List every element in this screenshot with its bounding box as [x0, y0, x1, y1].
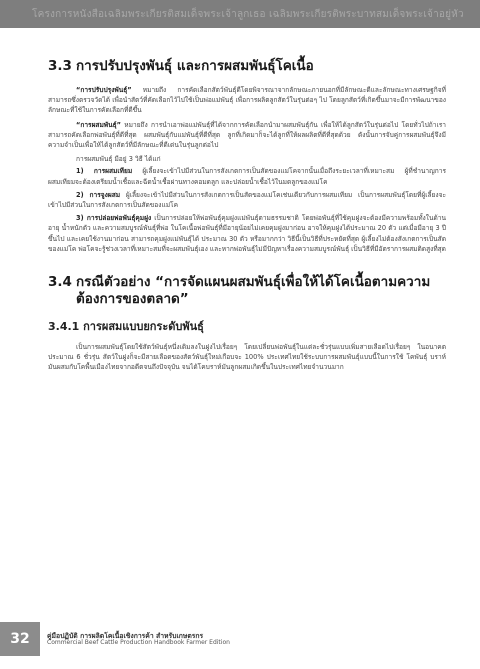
section-heading-3-4	[48, 274, 446, 308]
method-label: 3) การปล่อยพ่อพันธุ์คุมฝูง	[76, 214, 152, 223]
paragraph-text: หมายถึง การคัดเลือกสัตว์พันธุ์ดีโดยพิจารณาจากลักษณะภายนอกที่มีลักษณะดีและลักษณะทางเศรษฐกิจที่สามารถซึ่งตรวจวัดได้ เพื่อนำสัตว์ที่คัดเลือกไว้ไปใช้เป็นพ่อแม่พันธุ์ เพื่อการผลิตลูกสัตว์ในรุ่นต่อๆ ไป โดยลูกสัตว์ที่เกิดขึ้นมาจะมีการพัฒนาของลักษณะที่ใช้ในการคัดเลือกที่ดีขึ้น	[48, 86, 446, 115]
section-number: 3.4	[48, 274, 72, 291]
footer-title-en: Commercial Beef Cattle Production Handbook Farmer Edition	[47, 639, 230, 646]
subsection-heading-3-4-1: 3.4.1 การผสมแบบยกระดับพันธุ์	[48, 320, 204, 334]
running-title: โครงการหนังสือเฉลิมพระเกียรติสมเด็จพระเจ้าลูกเธอ เฉลิมพระเกียรติพระบาทสมเด็จพระเจ้าอยู่หัว	[32, 9, 464, 20]
method-item	[48, 166, 446, 186]
section-heading-3-3	[48, 58, 446, 75]
paragraph-grading-up: เป็นการผสมพันธุ์โดยใช้สัตว์พันธุ์หนึ่งเดิมลงในฝูงไปเรื่อยๆ โดยเปลี่ยนพ่อพันธุ์ในแต่ละชั่วรุ่นแบบเพิ่มสายเลือดไปเรื่อยๆ ในอนาคตประมาณ 6 ชั่วรุ่น สัตว์ในฝูงก็จะมีสายเลือดของสัตว์พันธุ์ใหม่เกือบจะ 100% ประเทศไทยใช้ระบบการผสมพันธุ์แบบนี้ในการใช้ โคพันธุ์ บราห์มันผสมกับโคพื้นเมืองไทยจากอดีตจนถึงปัจจุบัน จนได้โคบราห์มันลูกผสมเกิดขึ้นในประเทศไทยจำนวนมาก	[48, 343, 446, 372]
section-number: 3.3	[48, 58, 72, 74]
page-content	[48, 58, 446, 373]
method-item	[48, 213, 446, 254]
paragraph-improvement	[48, 85, 446, 116]
method-label: 1) การผสมเทียม	[76, 167, 133, 176]
paragraph-breeding	[48, 120, 446, 151]
paragraph-text: หมายถึง การนำเอาพ่อแม่พันธุ์ที่ได้จากการคัดเลือกนำมาผสมพันธุ์กัน เพื่อให้ได้ลูกสัตว์ในรุ่นต่อไป โดยทั่วไปถ้าเราสามารถคัดเลือกพ่อพันธุ์ที่ดีที่สุด ผสมพันธุ์กับแม่พันธุ์ที่ดีที่สุด ลูกที่เกิดมาก็จะได้ลูกที่ให้ผลผลิตที่ดีที่สุดด้วย ดังนั้นการจับคู่การผสมพันธุ์จึงมีความจำเป็นเพื่อให้ได้ลูกสัตว์ที่มีลักษณะที่ดีเด่นในรุ่นลูกต่อไป	[48, 120, 446, 150]
term-breeding: “การผสมพันธุ์”	[76, 120, 122, 129]
method-text: ผู้เลี้ยงจะเข้าไปมีส่วนในการสังเกตการเป็นสัดของแม่โคเช่นเดียวกับการผสมเทียม เป็นการผสมพันธุ์โดยที่ผู้เลี้ยงจะเข้าไปมีส่วนในการสังเกตการเป็นสัดของแม่โค	[48, 190, 446, 210]
method-text: ผู้เลี้ยงจะเข้าไปมีส่วนในการสังเกตการเป็นสัดของแม่โคจากนั้นเมื่อถึงระยะเวลาที่เหมาะสม ผู้ที่ชำนาญการผสมเทียมจะต้องเตรียมน้ำเชื้อและฉีดน้ำเชื้อผ่านทางคอมดลูก และปล่อยน้ำเชื้อไว้ในมดลูกของแม่โค	[48, 167, 446, 186]
methods-intro: การผสมพันธุ์ มีอยู่ 3 วิธี ได้แก่	[76, 155, 161, 164]
method-label: 2) การจูงผสม	[76, 190, 121, 199]
section-title: กรณีตัวอย่าง “การจัดแผนผสมพันธุ์เพื่อให้ได้โคเนื้อตามความต้องการของตลาด”	[76, 274, 431, 308]
header-band	[0, 0, 480, 28]
section-title: การปรับปรุงพันธุ์ และการผสมพันธุ์โคเนื้อ	[76, 58, 314, 74]
term-improvement: “การปรับปรุงพันธุ์”	[76, 86, 132, 94]
page-number: 32	[0, 622, 40, 656]
method-item	[48, 190, 446, 210]
footer-title-th: คู่มือปฏิบัติ การผลิตโคเนื้อเชิงการค้า สำหรับเกษตรกร	[47, 632, 204, 640]
method-text: เป็นการปล่อยให้พ่อพันธุ์คุมฝูงแม่พันธุ์ตามธรรมชาติ โดยพ่อพันธุ์ที่ใช้คุมฝูงจะต้องมีความพร้อมทั้งในด้านอายุ น้ำหนักตัว และความสมบูรณ์พันธุ์ที่พ่อ ในโคเนื้อพ่อพันธุ์ที่มีอายุน้อยไม่เคยคุมฝูงมาก่อน อาจให้คุมฝูงได้ประมาณ 20 ตัว แต่เมื่อมีอายุ 3 ปีขึ้นไป และเคยใช้งานมาก่อน สามารถคุมฝูงแม่พันธุ์ได้ ประมาณ 30 ตัว หรือมากกว่า วิธีนี้เป็นวิธีที่ประหยัดที่สุด ผู้เลี้ยงไม่ต้องสังเกตการเป็นสัดของแม่โค พ่อโคจะรู้ช่วงเวลาที่เหมาะสมที่จะผสมพันธุ์เอง และหากพ่อพันธุ์ไม่มีปัญหาเรื่องความสมบูรณ์พันธุ์ เป็นวิธีที่มีอัตราการผสมติดสูงที่สุด	[48, 214, 446, 253]
